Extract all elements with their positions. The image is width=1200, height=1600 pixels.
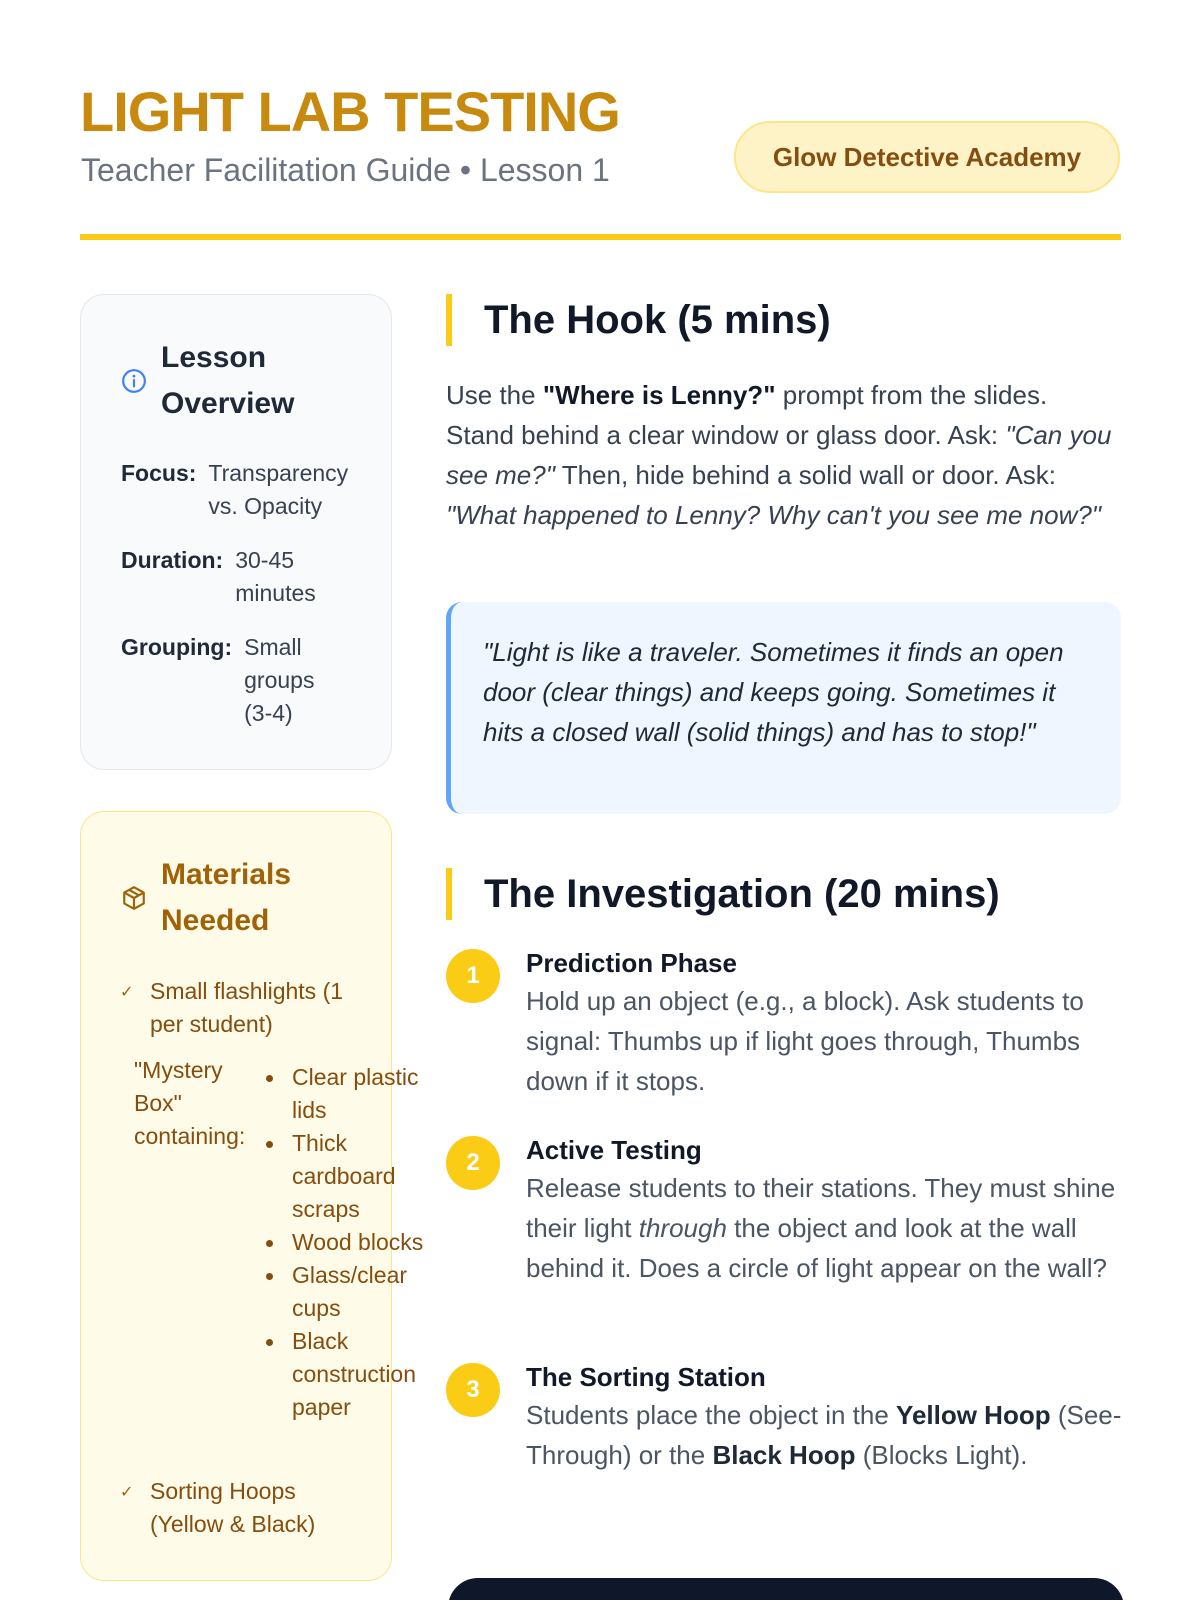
grouping-value: Small groups (3-4) (244, 634, 315, 726)
duration-label: Duration: (121, 547, 224, 573)
page-title: LIGHT LAB TESTING (80, 80, 620, 143)
materials-title: Materials Needed (161, 858, 292, 937)
question-one: "Can you see me?" (446, 420, 1112, 490)
list-item: Clear plastic lids (264, 1061, 424, 1127)
question-two: "What happened to Lenny? Why can't you see me now?" (446, 500, 1102, 530)
hook-paragraph: Use the "Where is Lenny?" prompt from the slides. Stand behind a clear window or glass door. Ask: "Can you see me?" Then, hide behind a solid wall or door. Ask: "What happened to Lenny? Why can't you see me now?" (446, 380, 1112, 530)
step-number: 2 (446, 1136, 500, 1190)
step-title: Active Testing (526, 1135, 702, 1165)
materials-item (120, 975, 350, 1041)
list-item: Glass/clear cups (264, 1259, 424, 1325)
overview-title: Lesson Overview (161, 341, 295, 420)
academy-badge: Glow Detective Academy (734, 121, 1120, 193)
teacher-quote: "Light is like a traveler. Sometimes it finds an open door (clear things) and keeps going. Sometimes it hits a closed wall (solid things) and has to stop!" (446, 602, 1121, 814)
step-title: Prediction Phase (526, 948, 737, 978)
list-item: Wood blocks (264, 1226, 424, 1259)
check-icon: ✓ (120, 984, 134, 1001)
step-body: Students place the object in the Yellow Hoop (See-Through) or the Black Hoop (Blocks Light). (526, 1400, 1122, 1470)
page-subtitle: Teacher Facilitation Guide • Lesson 1 (81, 152, 610, 188)
yellow-hoop-label: Yellow Hoop (896, 1400, 1051, 1430)
overview-header (121, 335, 331, 427)
step-body: Release students to their stations. They must shine their light through the object and look at the wall behind it. Does a circle of light appear on the wall? (526, 1173, 1116, 1283)
dark-callout-bar (448, 1578, 1124, 1600)
mystery-box-list (264, 1054, 424, 1424)
black-hoop-label: Black Hoop (712, 1440, 856, 1470)
hook-heading: The Hook (5 mins) (446, 294, 831, 346)
emphasis-through: through (638, 1213, 727, 1243)
list-item: Thick cardboard scraps (264, 1127, 424, 1226)
check-icon: ✓ (120, 1484, 134, 1501)
mystery-box-label: "Mystery Box" containing: (134, 1057, 246, 1149)
investigation-heading: The Investigation (20 mins) (446, 868, 1000, 920)
lesson-overview-card (80, 294, 392, 770)
focus-row (121, 457, 358, 523)
focus-label: Focus: (121, 460, 197, 486)
step-number: 3 (446, 1363, 500, 1417)
box-icon (121, 885, 147, 911)
duration-value: 30-45 minutes (235, 547, 316, 606)
duration-row (121, 544, 335, 610)
grouping-row (121, 631, 324, 730)
step-number: 1 (446, 949, 500, 1003)
info-icon (121, 368, 147, 394)
materials-item-text: Small flashlights (1 per student) (150, 978, 344, 1037)
materials-header (121, 852, 331, 944)
step-body: Hold up an object (e.g., a block). Ask students to signal: Thumbs up if light goes through, Thumbs down if it stops. (526, 986, 1084, 1096)
mystery-box-group (134, 1054, 424, 1424)
list-item: Black construction paper (264, 1325, 424, 1424)
materials-item (120, 1475, 350, 1541)
lenny-prompt: "Where is Lenny?" (542, 380, 776, 410)
focus-value: Transparency vs. Opacity (208, 460, 349, 519)
grouping-label: Grouping: (121, 634, 233, 660)
materials-item-text: Sorting Hoops (Yellow & Black) (150, 1478, 316, 1537)
step-title: The Sorting Station (526, 1362, 766, 1392)
header-divider (80, 234, 1121, 240)
